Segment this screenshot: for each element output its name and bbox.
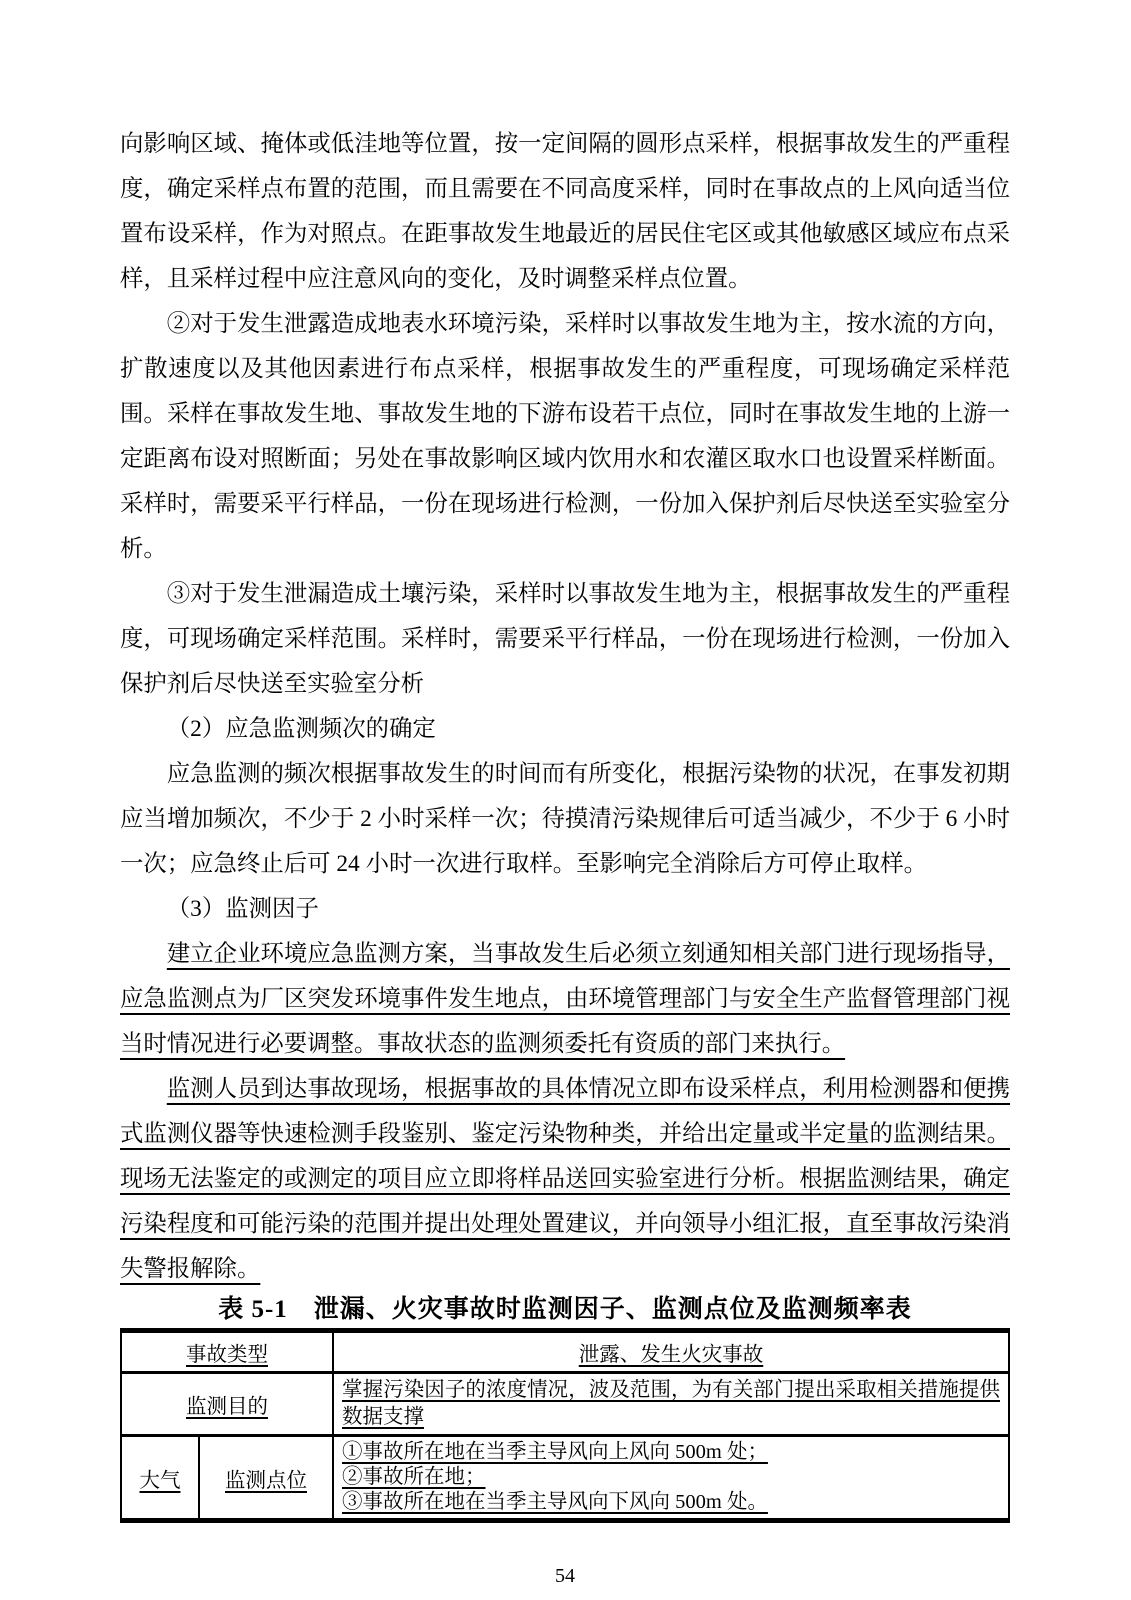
point-item-downwind: ③事故所在地在当季主导风向下风向 500m 处。 [342,1491,768,1513]
heading-monitoring-frequency: （2）应急监测频次的确定 [166,716,436,742]
points-label: 监测点位 [225,1469,307,1492]
paragraph-frequency-detail: 应急监测的频次根据事故发生的时间而有所变化，根据污染物的状况，在事发初期应当增加频次，不少于 2 小时采样一次；待摸清污染规律后可适当减少，不少于 6 小时一次；应急终止后可 24 小时一次进行取样。至影响完全消除后方可停止取样。 [120,761,1010,877]
purpose-label: 监测目的 [186,1396,268,1418]
purpose-value-cell [333,1373,1009,1436]
paragraph-soil-sampling: ③对于发生泄漏造成土壤污染，采样时以事故发生地为主，根据事故发生的严重程度，可现场确定采样范围。采样时，需要采平行样品，一份在现场进行检测，一份加入保护剂后尽快送至实验室分析 [120,581,1010,697]
table-row-accident-type [121,1331,1009,1373]
point-item-onsite: ②事故所在地； [342,1466,486,1488]
accident-type-label-cell [121,1331,333,1373]
points-value-cell [333,1436,1009,1521]
accident-type-value: 泄露、发生火灾事故 [578,1344,764,1366]
purpose-value: 掌握污染因子的浓度情况，波及范围，为有关部门提出采取相关措施提供数据支撑 [342,1379,1000,1428]
table-row-air [121,1436,1009,1521]
page-number: 54 [555,1565,575,1587]
heading-monitoring-factors: （3）监测因子 [166,896,319,922]
paragraph-onsite-monitoring: 监测人员到达事故现场，根据事故的具体情况立即布设采样点，利用检测器和便携式监测仪器等快速检测手段鉴别、鉴定污染物种类，并给出定量或半定量的监测结果。现场无法鉴定的或测定的项目应立即将样品送回实验室进行分析。根据监测结果，确定污染程度和可能污染的范围并提出处理处置建议，并向领导小组汇报，直至事故污染消失警报解除。 [120,1076,1010,1282]
page-content [120,0,1010,1589]
air-category-cell [121,1436,199,1521]
points-label-cell [199,1436,333,1521]
table-row-purpose [121,1373,1009,1436]
point-item-upwind: ①事故所在地在当季主导风向上风向 500m 处； [342,1441,768,1463]
paragraph-continuation: 向影响区域、掩体或低洼地等位置，按一定间隔的圆形点采样，根据事故发生的严重程度，确定采样点布置的范围，而且需要在不同高度采样，同时在事故点的上风向适当位置布设采样，作为对照点。在距事故发生地最近的居民住宅区或其他敏感区域应布点采样，且采样过程中应注意风向的变化，及时调整采样点位置。 [120,131,1010,292]
paragraph-water-sampling: ②对于发生泄露造成地表水环境污染，采样时以事故发生地为主，按水流的方向，扩散速度以及其他因素进行布点采样，根据事故发生的严重程度，可现场确定采样范围。采样在事故发生地、事故发生地的下游布设若干点位，同时在事故发生地的上游一定距离布设对照断面；另处在事故影响区域内饮用水和农灌区取水口也设置采样断面。采样时，需要采平行样品，一份在现场进行检测，一份加入保护剂后尽快送至实验室分析。 [120,311,1010,562]
purpose-label-cell [121,1373,333,1436]
table-title: 表 5-1 泄漏、火灾事故时监测因子、监测点位及监测频率表 [218,1296,912,1323]
paragraph-monitoring-plan: 建立企业环境应急监测方案，当事故发生后必须立刻通知相关部门进行现场指导，应急监测点为厂区突发环境事件发生地点，由环境管理部门与安全生产监督管理部门视当时情况进行必要调整。事故状态的监测须委托有资质的部门来执行。 [120,941,1010,1057]
body-text [120,0,1010,1292]
monitoring-table [120,1328,1010,1523]
accident-type-label: 事故类型 [186,1344,268,1366]
accident-type-value-cell [333,1331,1009,1373]
air-category-label: 大气 [139,1469,181,1492]
